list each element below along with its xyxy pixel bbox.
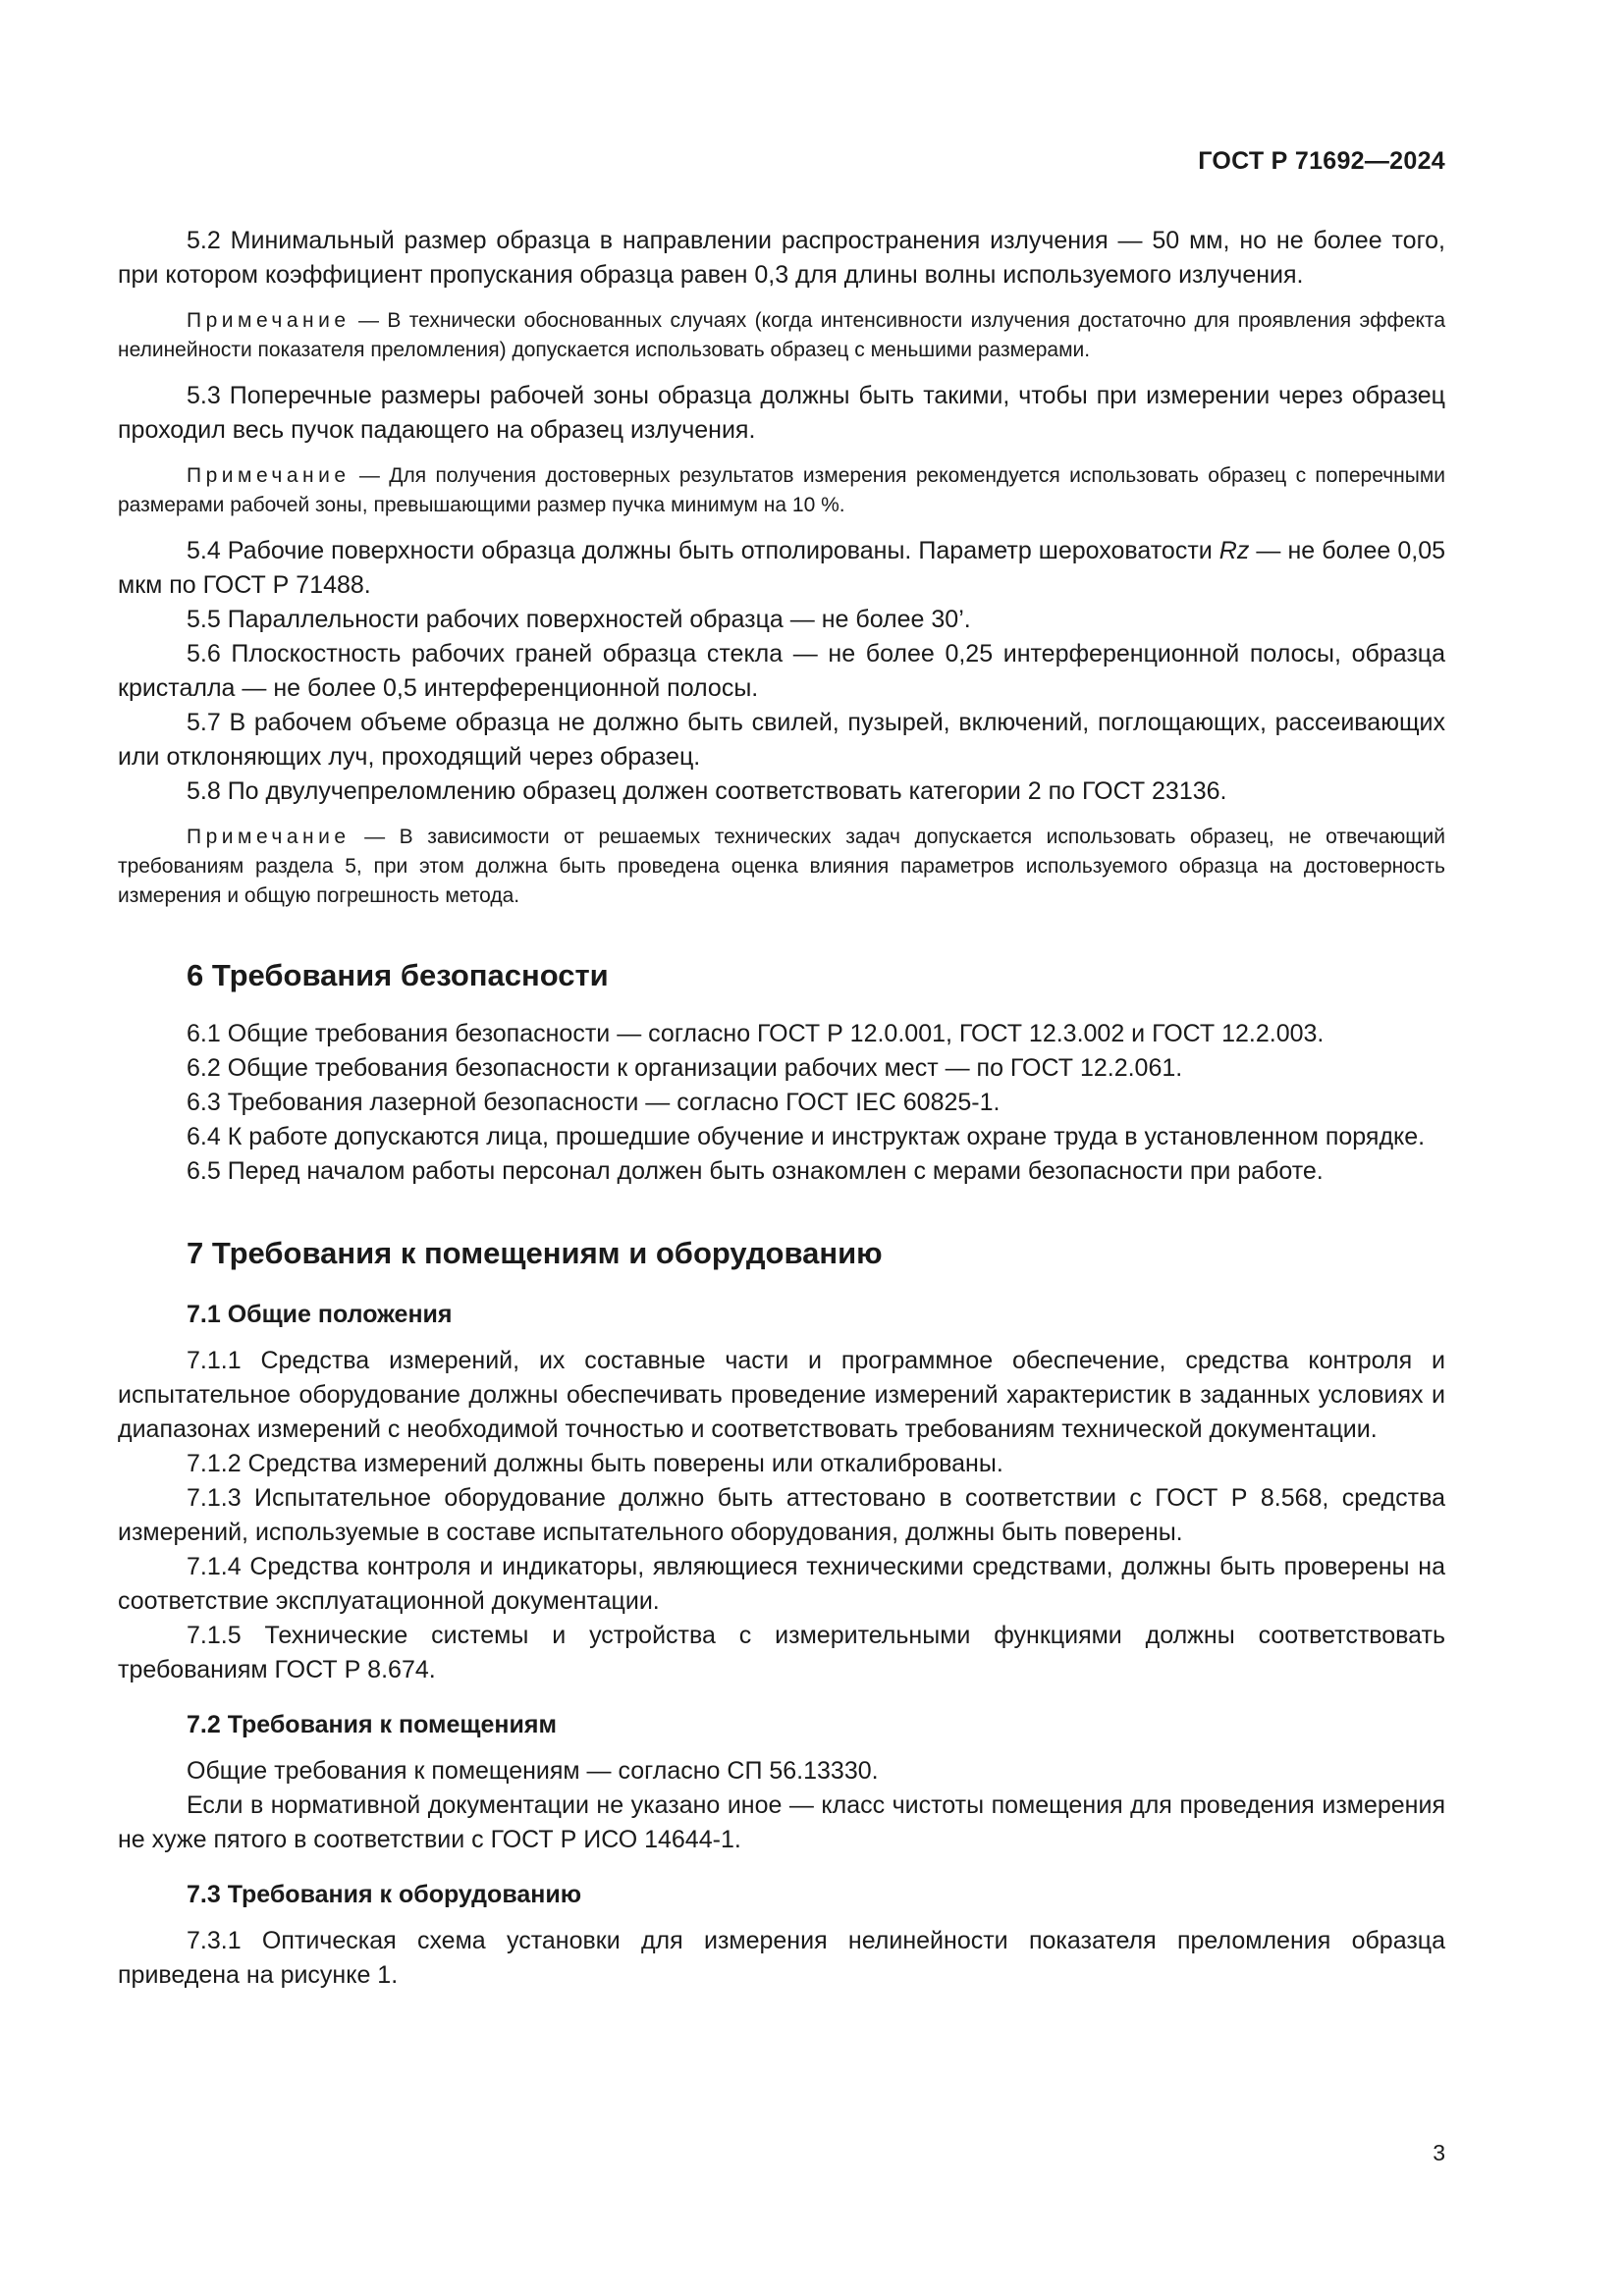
clause-5-4-text-b: — не более 0,05 мкм по ГОСТ Р 71488. — [118, 537, 1446, 599]
subsection-7-2-title: 7.2 Требования к помещениям — [187, 1711, 557, 1738]
clause-7-2-cleanliness: Если в нормативной документации не указано иное — класс чистоты помещения для проведения измерения не хуже пятого в соответствии с ГОСТ Р ИСО 14644-1. — [118, 1791, 1445, 1853]
page-content — [118, 224, 1445, 1993]
clause-6-3: 6.3 Требования лазерной безопасности — согласно ГОСТ IEC 60825-1. — [187, 1089, 1001, 1116]
section-6-title: 6 Требования безопасности — [187, 958, 609, 992]
clause-5-6: 5.6 Плоскостность рабочих граней образца стекла — не более 0,25 интерференционной полосы, образца кристалла — не более 0,5 интерференционной полосы. — [118, 640, 1445, 702]
note-5-3 — [118, 461, 1445, 520]
clause-7-1-2: 7.1.2 Средства измерений должны быть поверены или откалиброваны. — [187, 1450, 1003, 1477]
clause-7-3-1: 7.3.1 Оптическая схема установки для измерения нелинейности показателя преломления образца приведена на рисунке 1. — [118, 1927, 1445, 1989]
subsection-7-3-title: 7.3 Требования к оборудованию — [187, 1881, 582, 1908]
document-header-id: ГОСТ Р 71692—2024 — [1198, 147, 1445, 175]
rz-symbol: Rz — [1218, 537, 1250, 564]
page-number: 3 — [1433, 2140, 1445, 2165]
clause-7-1-5: 7.1.5 Технические системы и устройства с измерительными функциями должны соответствовать требованиям ГОСТ Р 8.674. — [118, 1622, 1445, 1683]
clause-6-2: 6.2 Общие требования безопасности к организации рабочих мест — по ГОСТ 12.2.061. — [187, 1054, 1183, 1082]
note-5-8 — [118, 823, 1445, 911]
clause-7-1-3: 7.1.3 Испытательное оборудование должно быть аттестовано в соответствии с ГОСТ Р 8.568, средства измерений, используемые в составе испытательного оборудования, должны быть поверены. — [118, 1484, 1445, 1546]
note-text: — В технически обоснованных случаях (когда интенсивности излучения достаточно для проявления эффекта нелинейности показателя преломления) допускается использовать образец с меньшими размерами. — [118, 309, 1445, 361]
note-text: — В зависимости от решаемых технических задач допускается использовать образец, не отвечающий требованиям раздела 5, при этом должна быть проведена оценка влияния параметров используемого образца на достоверность измерения и общую погрешность метода. — [118, 826, 1445, 907]
clause-6-5: 6.5 Перед началом работы персонал должен быть ознакомлен с мерами безопасности при работе. — [187, 1157, 1324, 1185]
clause-7-1-1: 7.1.1 Средства измерений, их составные части и программное обеспечение, средства контроля и испытательное оборудование должны обеспечивать проведение измерений характеристик в заданных условиях и диапазонах измерений с необходимой точностью и соответствовать требованиям технической документации. — [118, 1347, 1445, 1443]
subsection-7-1-title: 7.1 Общие положения — [187, 1301, 453, 1328]
clause-5-5: 5.5 Параллельности рабочих поверхностей образца — не более 30’. — [187, 606, 971, 633]
section-7-title: 7 Требования к помещениям и оборудованию — [187, 1236, 883, 1270]
clause-5-4 — [118, 534, 1445, 603]
note-label: Примечание — [187, 464, 351, 487]
note-5-2 — [118, 306, 1445, 365]
note-text: — Для получения достоверных результатов измерения рекомендуется использовать образец с поперечными размерами рабочей зоны, превышающими размер пучка минимум на 10 %. — [118, 464, 1445, 516]
note-label: Примечание — [187, 309, 351, 332]
clause-6-1: 6.1 Общие требования безопасности — согласно ГОСТ Р 12.0.001, ГОСТ 12.3.002 и ГОСТ 12.2.003. — [187, 1020, 1325, 1047]
clause-5-8: 5.8 По двулучепреломлению образец должен соответствовать категории 2 по ГОСТ 23136. — [187, 777, 1227, 805]
clause-7-1-4: 7.1.4 Средства контроля и индикаторы, являющиеся техническими средствами, должны быть проверены на соответствие эксплуатационной документации. — [118, 1553, 1445, 1615]
clause-5-4-text-a: 5.4 Рабочие поверхности образца должны быть отполированы. Параметр шероховатости — [187, 537, 1219, 564]
clause-5-7: 5.7 В рабочем объеме образца не должно быть свилей, пузырей, включений, поглощающих, рассеивающих или отклоняющих луч, проходящий через образец. — [118, 709, 1445, 771]
clause-6-4: 6.4 К работе допускаются лица, прошедшие обучение и инструктаж охране труда в установленном порядке. — [187, 1123, 1426, 1150]
note-label: Примечание — [187, 826, 351, 848]
clause-7-2-general: Общие требования к помещениям — согласно СП 56.13330. — [187, 1757, 879, 1785]
clause-5-2: 5.2 Минимальный размер образца в направлении распространения излучения — 50 мм, но не более того, при котором коэффициент пропускания образца равен 0,3 для длины волны используемого излучения. — [118, 227, 1445, 289]
clause-5-3: 5.3 Поперечные размеры рабочей зоны образца должны быть такими, чтобы при измерении через образец проходил весь пучок падающего на образец излучения. — [118, 382, 1445, 444]
